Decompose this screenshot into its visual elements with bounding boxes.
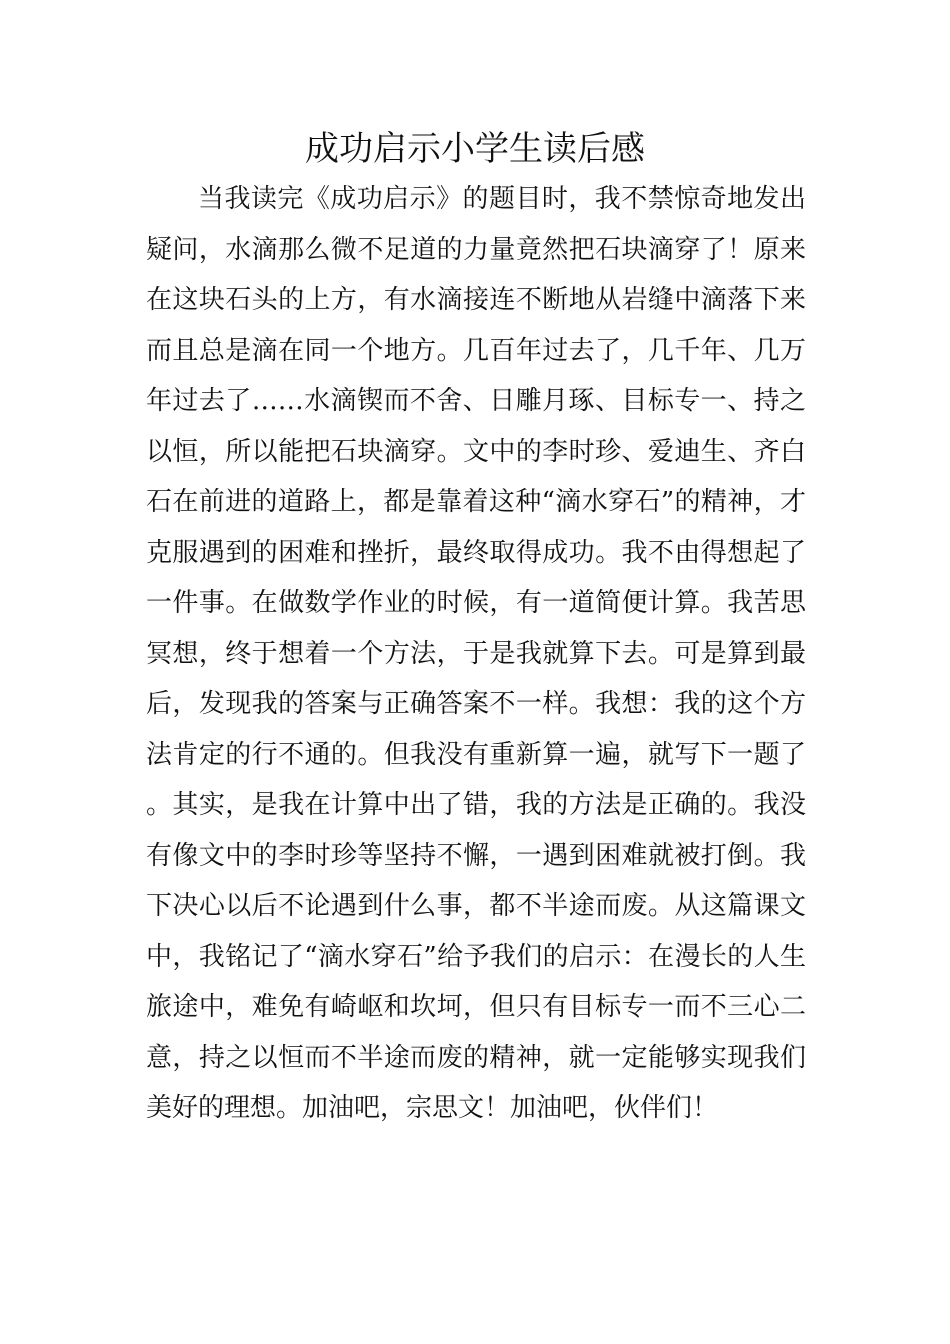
document-title: 成功启示小学生读后感 bbox=[305, 129, 645, 169]
document-body-paragraph: 当我读完《成功启示》的题目时，我不禁惊奇地发出疑问，水滴那么微不足道的力量竟然把石块滴穿了！原来在这块石头的上方，有水滴接连不断地从岩缝中滴落下来而且总是滴在同一个地方。几百年过去了，几千年、几万年过去了……水滴锲而不舍、日雕月琢、目标专一、持之以恒，所以能把石块滴穿。文中的李时珍、爱迪生、齐白石在前进的道路上，都是靠着这种“滴水穿石”的精神，才克服遇到的困难和挫折，最终取得成功。我不由得想起了一件事。在做数学作业的时候，有一道简便计算。我苦思冥想，终于想着一个方法，于是我就算下去。可是算到最后，发现我的答案与正确答案不一样。我想：我的这个方法肯定的行不通的。但我没有重新算一遍，就写下一题了。其实，是我在计算中出了错，我的方法是正确的。我没有像文中的李时珍等坚持不懈，一遇到困难就被打倒。我下决心以后不论遇到什么事，都不半途而废。从这篇课文中，我铭记了“滴水穿石”给予我们的启示：在漫长的人生旅途中，难免有崎岖和坎坷，但只有目标专一而不三心二意，持之以恒而不半途而废的精神，就一定能够实现我们美好的理想。加油吧，宗思文！加油吧，伙伴们！ bbox=[146, 184, 806, 1123]
